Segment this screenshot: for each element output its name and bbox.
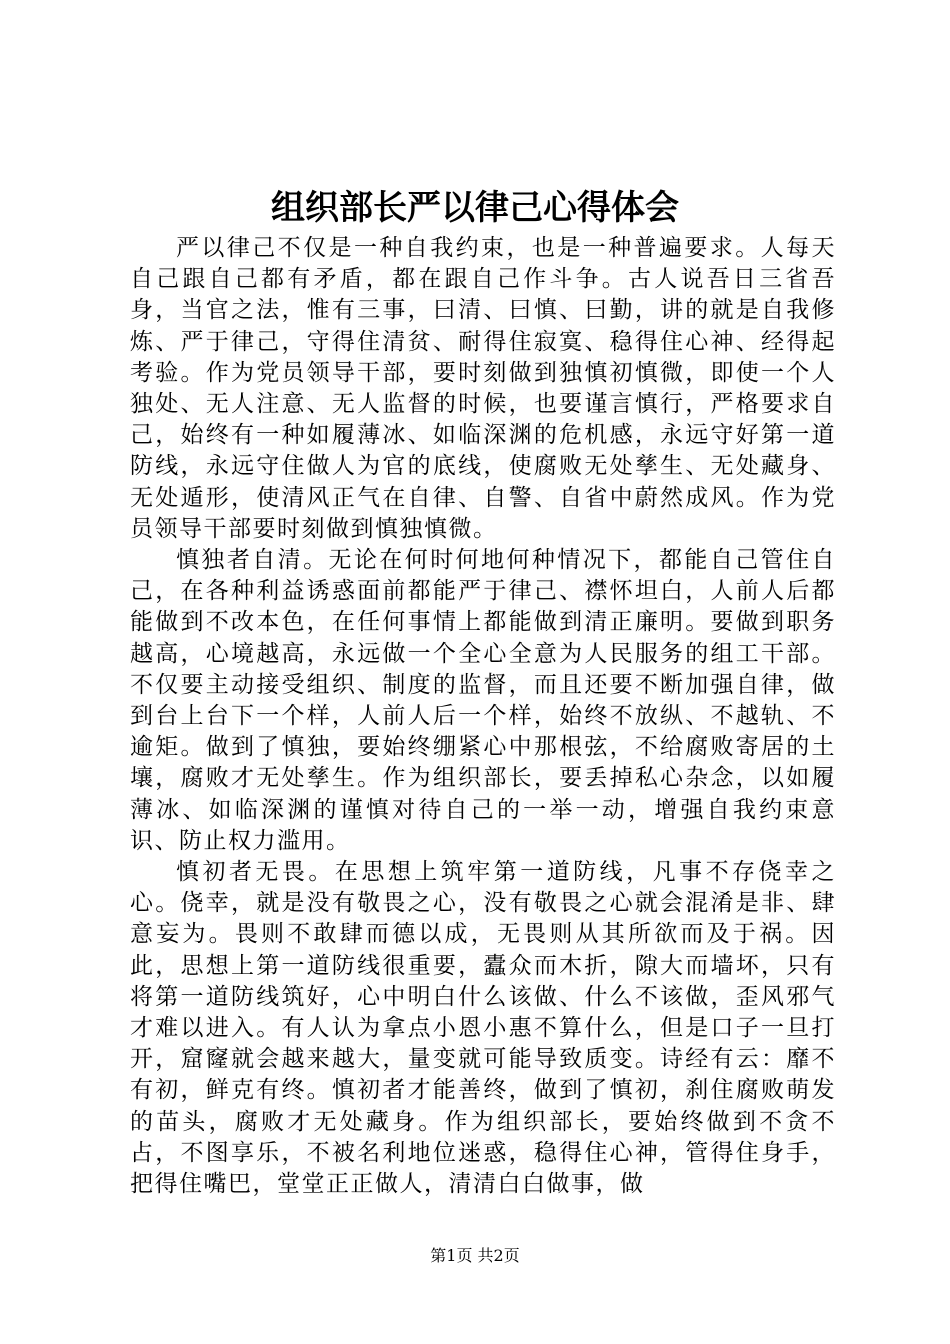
document-title: 组织部长严以律己心得体会 xyxy=(271,188,679,228)
page-footer: 第1页 共2页 xyxy=(430,1246,520,1265)
paragraph-3: 慎初者无畏。在思想上筑牢第一道防线，凡事不存侥幸之心。侥幸，就是没有敬畏之心，没有敬畏之心就会混淆是非、肆意妄为。畏则不敢肆而德以成，无畏则从其所欲而及于祸。因此，思想上第一道防线很重要，蠹众而木折，隙大而墙坏，只有将第一道防线筑好，心中明白什么该做、什么不该做，歪风邪气才难以进入。有人认为拿点小恩小惠不算什么，但是口子一旦打开，窟窿就会越来越大，量变就可能导致质变。诗经有云：靡不有初，鲜克有终。慎初者才能善终，做到了慎初，刹住腐败萌发的苗头，腐败才无处藏身。作为组织部长，要始终做到不贪不占，不图享乐，不被名利地位迷惑，稳得住心神，管得住身手，把得住嘴巴，堂堂正正做人，清清白白做事，做 xyxy=(130,859,836,1198)
paragraph-2: 慎独者自清。无论在何时何地何种情况下，都能自己管住自己，在各种利益诱惑面前都能严于律己、襟怀坦白，人前人后都能做到不改本色，在任何事情上都能做到清正廉明。要做到职务越高，心境越高，永远做一个全心全意为人民服务的组工干部。不仅要主动接受组织、制度的监督，而且还要不断加强自律，做到台上台下一个样，人前人后一个样，始终不放纵、不越轨、不逾矩。做到了慎独，要始终绷紧心中那根弦，不给腐败寄居的土壤，腐败才无处孳生。作为组织部长，要丢掉私心杂念，以如履薄冰、如临深渊的谨慎对待自己的一举一动，增强自我约束意识、防止权力滥用。 xyxy=(130,547,836,854)
paragraph-1: 严以律己不仅是一种自我约束，也是一种普遍要求。人每天自己跟自己都有矛盾，都在跟自己作斗争。古人说吾日三省吾身，当官之法，惟有三事，曰清、曰慎、曰勤，讲的就是自我修炼、严于律己，守得住清贫、耐得住寂寞、稳得住心神、经得起考验。作为党员领导干部，要时刻做到独慎初慎微，即使一个人独处、无人注意、无人监督的时候，也要谨言慎行，严格要求自己，始终有一种如履薄冰、如临深渊的危机感，永远守好第一道防线，永远守住做人为官的底线，使腐败无处孳生、无处藏身、无处遁形，使清风正气在自律、自警、自省中蔚然成风。作为党员领导干部要时刻做到慎独慎微。 xyxy=(130,235,836,542)
document-body xyxy=(130,233,836,1200)
